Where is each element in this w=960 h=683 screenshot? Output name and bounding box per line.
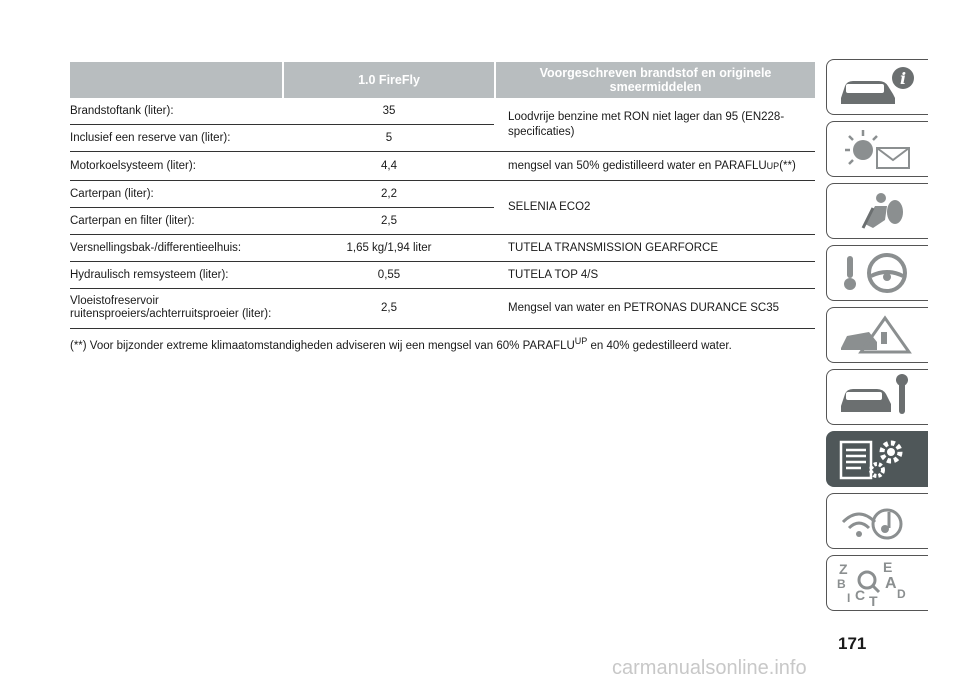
row-value: 2,5	[381, 302, 397, 314]
row-label: Inclusief een reserve van (liter):	[70, 131, 231, 144]
spec-washer: Mengsel van water en PETRONAS DURANCE SC35	[508, 301, 779, 314]
steering-wheel-icon	[835, 250, 919, 296]
spec-fuel	[70, 98, 815, 151]
spec-oil: SELENIA ECO2	[508, 201, 591, 213]
index-letter: C	[855, 587, 866, 603]
row-value: 35	[382, 105, 396, 117]
row-value: 5	[385, 132, 393, 144]
index-icon	[835, 560, 919, 606]
index-letter: I	[847, 591, 851, 605]
index-letter: B	[837, 577, 846, 591]
table-row	[70, 262, 815, 288]
header-cell-fuel-lubricants	[496, 62, 815, 98]
table-header	[70, 62, 815, 98]
road-warning-icon	[835, 312, 919, 358]
spec-gearbox: TUTELA TRANSMISSION GEARFORCE	[508, 241, 719, 254]
tab-warning-lights[interactable]	[826, 121, 928, 177]
row-label: Motorkoelsysteem (liter):	[70, 159, 196, 172]
tab-car-info[interactable]	[826, 59, 928, 115]
watermark: carmanualsonline.info	[612, 657, 807, 679]
tab-emergency[interactable]	[826, 307, 928, 363]
header-line-2: smeermiddelen	[609, 80, 702, 94]
technical-data-table	[70, 62, 815, 320]
table-bottom-rule	[70, 328, 815, 329]
index-letter: A	[885, 575, 897, 592]
row-label: Versnellingsbak-/differentieelhuis:	[70, 241, 242, 254]
tab-safety[interactable]	[826, 183, 928, 239]
header-cell-engine: 1.0 FireFly	[284, 62, 494, 98]
tab-index[interactable]	[826, 555, 928, 611]
car-maintenance-icon	[835, 374, 919, 420]
tab-multimedia[interactable]	[826, 493, 928, 549]
header-line-1: Voorgeschreven brandstof en originele	[539, 66, 772, 80]
row-label: Carterpan en filter (liter):	[70, 214, 195, 227]
tab-maintenance[interactable]	[826, 369, 928, 425]
index-letter: Z	[839, 561, 848, 577]
tab-starting-driving[interactable]	[826, 245, 928, 301]
header-cell-empty	[70, 62, 282, 98]
page-number: 171	[838, 634, 867, 653]
spec-fuel-line-1: Loodvrije benzine met RON niet lager dan 95 (EN228-	[508, 110, 785, 123]
footnote: (**) Voor bijzonder extreme klimaatomstandigheden adviseren wij een mengsel van 60% $PARAFLU^{UP}$ en 40% gedestilleerd water.	[70, 336, 732, 352]
index-letter: D	[897, 587, 906, 601]
warning-lights-icon	[835, 126, 919, 172]
car-info-icon	[835, 64, 919, 110]
row-value: 2,2	[381, 188, 397, 200]
svg-text:i: i	[899, 69, 907, 88]
row-value: 1,65 kg/1,94 liter	[346, 242, 432, 254]
spec-brake: TUTELA TOP 4/S	[508, 268, 599, 281]
spec-coolant: mengsel van 50% gedistilleerd water en PARAFLU UP (**)	[508, 159, 796, 172]
index-letter: T	[869, 593, 878, 606]
tab-technical-data[interactable]	[826, 431, 928, 487]
row-label: Carterpan (liter):	[70, 187, 154, 200]
row-label: Brandstoftank (liter):	[70, 104, 174, 117]
table-row	[70, 235, 815, 261]
table-row	[70, 152, 815, 180]
index-letter: E	[883, 560, 893, 575]
table-row	[70, 289, 815, 327]
airbag-icon	[835, 188, 919, 234]
row-value: 0,55	[377, 269, 401, 281]
row-label: Vloeistofreservoir ruitensproeiers/achterruitsproeier (liter):	[70, 295, 272, 320]
row-label: Hydraulisch remsysteem (liter):	[70, 268, 229, 281]
multimedia-icon	[835, 498, 919, 544]
technical-data-icon	[835, 436, 919, 482]
row-value: 4,4	[381, 160, 397, 172]
spec-fuel-line-2: specificaties)	[508, 125, 575, 138]
row-value: 2,5	[381, 215, 397, 227]
